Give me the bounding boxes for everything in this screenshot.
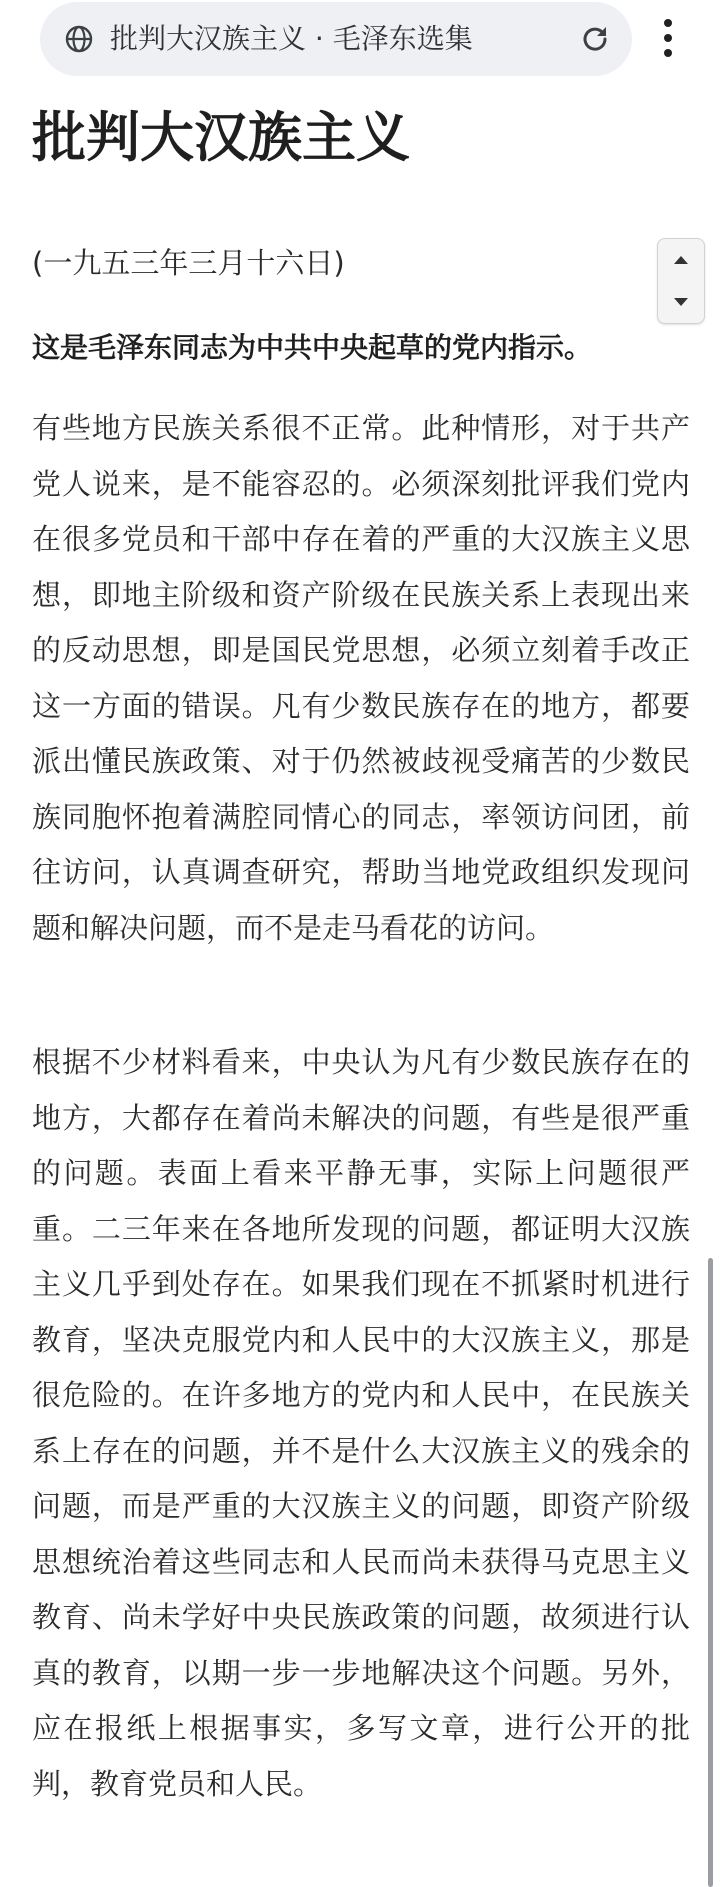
caret-down-icon [674,298,688,306]
caret-up-icon [674,256,688,264]
globe-icon [64,24,94,54]
page-title: 批判大汉族主义 [32,106,410,169]
scrollbar-thumb[interactable] [708,1258,713,1887]
scroll-down-button[interactable] [658,281,704,323]
address-text[interactable]: 批判大汉族主义 · 毛泽东选集 [110,22,473,55]
more-vert-icon[interactable] [650,14,686,62]
scroll-up-button[interactable] [658,239,704,281]
browser-toolbar [0,0,720,84]
reload-icon[interactable] [578,22,612,56]
article-paragraph-1: 有些地方民族关系很不正常。此种情形，对于共产党人说来，是不能容忍的。必须深刻批评我们党内在很多党员和干部中存在着的严重的大汉族主义思想，即地主阶级和资产阶级在民族关系上表现出来的反动思想，即是国民党思想，必须立刻着手改正这一方面的错误。凡有少数民族存在的地方，都要派出懂民族政策、对于仍然被歧视受痛苦的少数民族同胞怀抱着满腔同情心的同志，率领访问团，前往访问，认真调查研究，帮助当地党政组织发现问题和解决问题，而不是走马看花的访问。 [32,411,690,945]
editor-note: 这是毛泽东同志为中共中央起草的党内指示。 [32,331,593,364]
address-bar[interactable] [40,2,632,76]
article-paragraph-2: 根据不少材料看来，中央认为凡有少数民族存在的地方，大都存在着尚未解决的问题，有些是很严重的问题。表面上看来平静无事，实际上问题很严重。二三年来在各地所发现的问题，都证明大汉族主义几乎到处存在。如果我们现在不抓紧时机进行教育，坚决克服党内和人民中的大汉族主义，那是很危险的。在许多地方的党内和人民中，在民族关系上存在的问题，并不是什么大汉族主义的残余的问题，而是严重的大汉族主义的问题，即资产阶级思想统治着这些同志和人民而尚未获得马克思主义教育、尚未学好中央民族政策的问题，故须进行认真的教育，以期一步一步地解决这个问题。另外，应在报纸上根据事实，多写文章，进行公开的批判，教育党员和人民。 [32,1045,690,1801]
article-date: (一九五三年三月十六日) [32,246,345,280]
page-stepper [657,238,705,324]
